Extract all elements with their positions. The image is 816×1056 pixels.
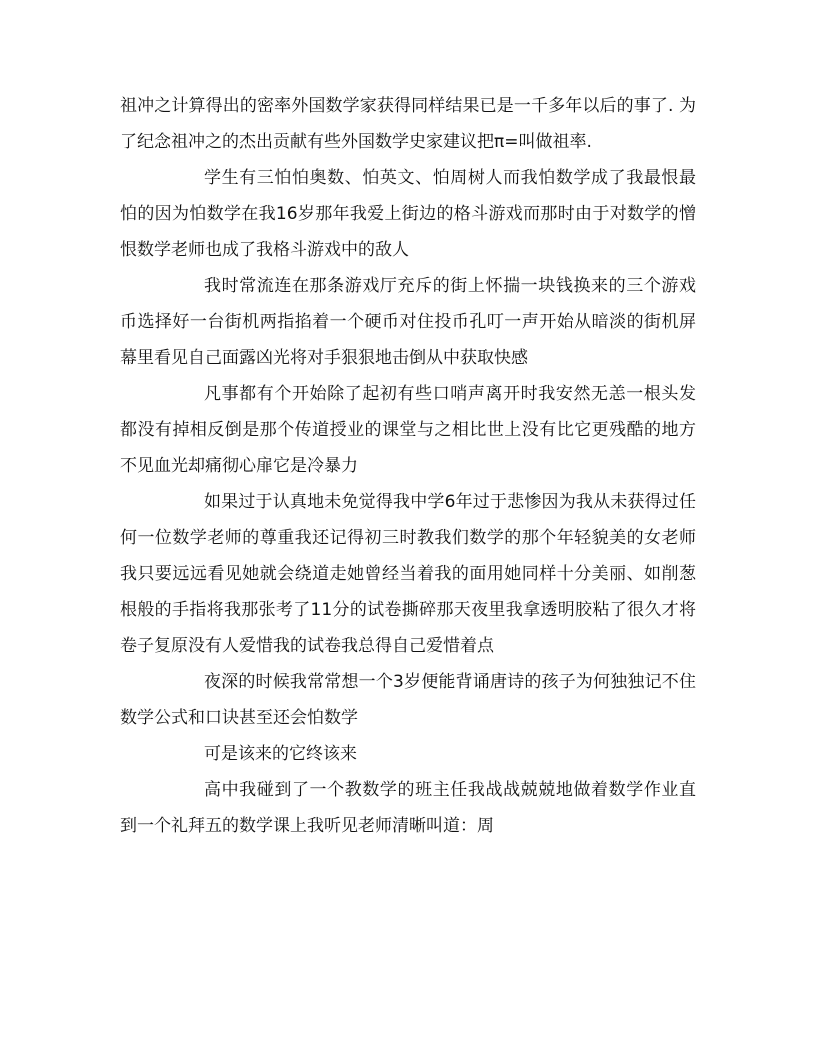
paragraph: 我时常流连在那条游戏厅充斥的街上怀揣一块钱换来的三个游戏币选择好一台街机两指掐着一个硬币对住投币孔叮一声开始从暗淡的街机屏幕里看见自己面露凶光将对手狠狠地击倒从中获取快感 [120, 276, 696, 368]
paragraph: 可是该来的它终该来 [204, 744, 357, 764]
paragraph: 高中我碰到了一个教数学的班主任我战战兢兢地做着数学作业直到一个礼拜五的数学课上我听见老师清晰叫道：周 [120, 780, 696, 836]
paragraph: 夜深的时候我常常想一个3岁便能背诵唐诗的孩子为何独独记不住数学公式和口诀甚至还会怕数学 [120, 672, 696, 728]
paragraph: 学生有三怕怕奥数、怕英文、怕周树人而我怕数学成了我最恨最怕的因为怕数学在我16岁那年我爱上街边的格斗游戏而那时由于对数学的憎恨数学老师也成了我格斗游戏中的敌人 [120, 168, 696, 260]
paragraph: 祖冲之计算得出的密率外国数学家获得同样结果已是一千多年以后的事了. 为了纪念祖冲之的杰出贡献有些外国数学史家建议把π=叫做祖率. [120, 96, 696, 152]
paragraph: 凡事都有个开始除了起初有些口哨声离开时我安然无恙一根头发都没有掉相反倒是那个传道授业的课堂与之相比世上没有比它更残酷的地方不见血光却痛彻心扉它是冷暴力 [120, 384, 696, 476]
body-text [120, 88, 696, 844]
paragraph: 如果过于认真地未免觉得我中学6年过于悲惨因为我从未获得过任何一位数学老师的尊重我还记得初三时教我们数学的那个年轻貌美的女老师我只要远远看见她就会绕道走她曾经当着我的面用她同样十分美丽、如削葱根般的手指将我那张考了11分的试卷撕碎那天夜里我拿透明胶粘了很久才将卷子复原没有人爱惜我的试卷我总得自己爱惜着点 [120, 492, 696, 656]
